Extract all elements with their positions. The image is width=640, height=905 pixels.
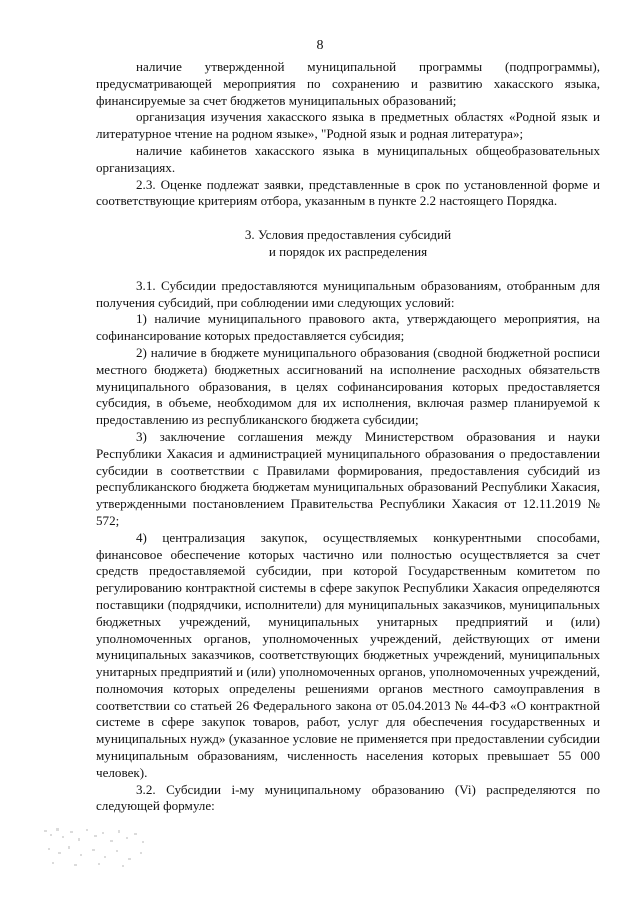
paragraph: 1) наличие муниципального правового акта, утверждающего мероприятия, на софинансирование которых предоставляется субсидия; — [96, 311, 600, 344]
section-heading — [96, 227, 600, 261]
paragraph: 3.1. Субсидии предоставляются муниципальным образованиям, отобранным для получения субсидий, при соблюдении ими следующих условий: — [96, 277, 600, 310]
paragraph: 4) централизация закупок, осуществляемых конкурентными способами, финансовое обеспечение которых частично или полностью осуществляется за счет средств предоставляемой субсидии, при которой Государственным комитетом по регулированию контрактной системы в сфере закупок Республики Хакасия определяются поставщики (подрядчики, исполнители) для муниципальных заказчиков, муниципальных бюджетных учреждений, муниципальных унитарных предприятий и (или) уполномоченных органов, уполномоченных учреждений, действующих от имени муниципальных заказчиков, соответствующих бюджетных учреждений, муниципальных унитарных предприятий и (или) уполномоченных органов, уполномоченных учреждений, полномочия которых определены решениями органов местного самоуправления в соответствии со статьей 26 Федерального закона от 05.04.2013 № 44-ФЗ «О контрактной системе в сфере закупок товаров, работ, услуг для обеспечения государственных и муниципальных нужд» (указанное условие не применяется при предоставлении субсидии муниципальным образованиям, численность населения которых превышает 55 000 человек). — [96, 529, 600, 780]
paragraph: 2) наличие в бюджете муниципального образования (сводной бюджетной росписи местного бюджета) бюджетных ассигнований на исполнение расходных обязательств муниципального образования, в целях софинансирования которых предоставляется субсидия, в объеме, необходимом для их исполнения, включая размер планируемой к предоставлению из республиканского бюджета субсидии; — [96, 344, 600, 428]
faint-stamp-mark — [40, 822, 160, 872]
section-heading-line1: 3. Условия предоставления субсидий — [244, 227, 452, 243]
paragraph: наличие кабинетов хакасского языка в муниципальных общеобразовательных организациях. — [96, 142, 600, 175]
paragraph: 3) заключение соглашения между Министерством образования и науки Республики Хакасия и администрацией муниципального образования о предоставлении субсидии в соответствии с Правилами формирования, предоставления субсидий из республиканского бюджета бюджетам муниципальных образований Республики Хакасия, утвержденными постановлением Правительства Республики Хакасия от 12.11.2019 № 572; — [96, 428, 600, 528]
section-heading-line2: и порядок их распределения — [268, 243, 428, 259]
paragraph: наличие утвержденной муниципальной программы (подпрограммы), предусматривающей мероприятия по сохранению и развитию хакасского языка, финансируемые за счет бюджетов муниципальных образований; — [96, 59, 600, 108]
paragraph: 3.2. Субсидии i-му муниципальному образованию (Vi) распределяются по следующей формуле: — [96, 781, 600, 814]
paragraph: 2.3. Оценке подлежат заявки, представленные в срок по установленной форме и соответствующие критериям отбора, указанным в пункте 2.2 настоящего Порядка. — [96, 176, 600, 209]
document-body — [96, 59, 600, 815]
page-number: 8 — [316, 38, 324, 53]
paragraph: организация изучения хакасского языка в предметных областях «Родной язык и литературное чтение на родном языке», "Родной язык и родная литература»; — [96, 109, 600, 142]
